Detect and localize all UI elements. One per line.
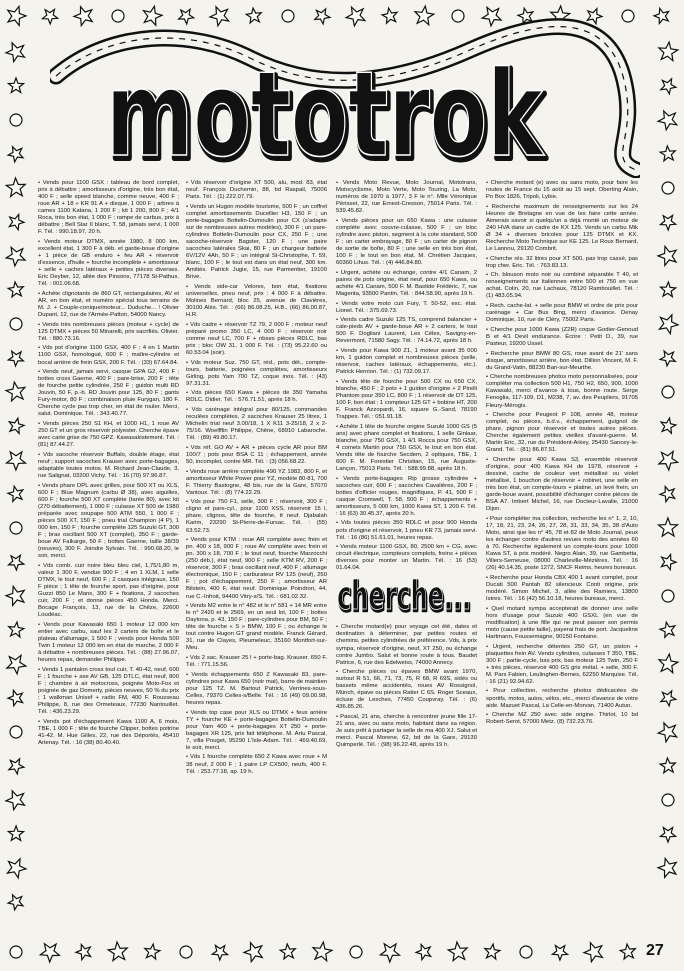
classified-ad: • Vds pour 750 F1, selle, 300 F ; réservoir, 300 F ; cligno et pare-cyl., pour 1100 XSS, réservoir 15 l, phare, clignos, tête de fourche, tt neuf. Djabalah Karim, 23290 St-Pierre-de-Fursac. Tél. : (55) 63.52.73. bbox=[186, 499, 327, 534]
section-title-logo bbox=[50, 18, 640, 178]
border-star-icon bbox=[244, 943, 262, 962]
border-star-icon bbox=[9, 215, 24, 230]
classified-ad: • Recherche pour Honda CBX 400 1 avant complet, pour Ducati 500 Pantah 82 silencieux Conti origine, prix modéré. Simon Michel, 3, allée des Ramiers, 13800 Istres. Tél. : 16 (42) 56.10.18, heures bureaux, merci. bbox=[486, 574, 638, 603]
ad-column-2 bbox=[186, 180, 327, 778]
classified-ad: • Vends pot d'échappement Kawa 1100 A, 6 mois, TBE, 1 000 F ; tête de fourche Clipper, bottes poitrine 41-42. M. Hue Gilles, 22, rue des Déportés, 45410 Artenay. Tél. : 16 (38) 80.40.40. bbox=[38, 718, 179, 746]
border-star-icon bbox=[9, 759, 24, 774]
border-flower-icon bbox=[10, 522, 22, 534]
border-star-icon bbox=[658, 858, 676, 877]
border-flower-icon bbox=[662, 590, 674, 602]
page-number: 27 bbox=[646, 942, 664, 959]
border-star-icon bbox=[661, 555, 676, 570]
classified-ad: • Urgent, achète ou échange, contre 4/1 Canam, 2 paires de pots origine, état neuf, pour 650 Kawa, ou achète 4/1 Canam, 500 F. M. Bastide Frédéric, 7, rue Magenta, 93500 Pantin. Tél. : 844.58.90, après 19 h. bbox=[336, 269, 477, 297]
classified-ad: • Recherche pour BMW 80 GS, roue avant de 21' sans disque, amortisseur arrière, bon état. Dillion Vincent, M. F. du Grand-Vatin, 88230 Ban-sur-Meurthe. bbox=[486, 350, 638, 371]
border-star-icon bbox=[660, 351, 675, 366]
classified-ad: • Vds carénage intégral pour 80/125, commandes reculées complètes, 2 sacoches Krauser 25 litres, 1 Michelin trial neuf 3.00/18, 1 X K11 3-25/18, 2 x 2-75/16. Woelfflin Philippe, Chêne, 68910 Labaroche. Tél. : (89) 49.80.17. bbox=[186, 406, 327, 442]
classified-ad: • Vds moteur Suz. 750 GT, réd., pots dét., compte-tours, batterie, poignées complètes, amortisseurs Girling, pots Yam 700 TZ, coque inox. Tél. : (43) 97.31.31. bbox=[186, 359, 327, 387]
classified-ad: • Vends roue arrière complète 490 YZ 1982, 800 F, et amortisseur White Power pour YZ, modèle 80-81, 700 F. Thierry Bastogne, 48 bis, rue de la Gare, 57070 Vantoux. Tél. : (8) 774.22.29. bbox=[186, 468, 327, 496]
classified-ad: • Vends échappements 650 Z Kawasaki 83, pare-cylindres pour Kawa 650 (noir mat), barre de maintien pour 125 TZ. M. Bartout Patrick, Verrines-sous-Celles, 79370 Celles-s/Belle. Tél. : 16 (49) 09.00.98, heures repas. bbox=[186, 671, 327, 706]
border-flower-icon bbox=[10, 114, 22, 126]
border-star-icon bbox=[8, 78, 23, 93]
ad-list bbox=[486, 180, 638, 726]
border-star-icon bbox=[659, 451, 678, 470]
section-title: mototrok bbox=[108, 48, 547, 178]
border-flower-icon bbox=[350, 946, 362, 958]
border-star-icon bbox=[8, 826, 23, 841]
border-star-icon bbox=[660, 758, 675, 773]
border-star-icon bbox=[9, 418, 24, 433]
classified-ad: • Vds cadre + réservoir TZ 79, 2 000 F ; moteur neuf préparé promo 350 LC, 4 000 F ; réservoir noir comme neuf LC, 700 F + nbses pièces RDLC, bas prix ; bloc OW 31, 1 000 F. Tél. : (73) 95.22.60 ou 60.53.04 (soir). bbox=[186, 321, 327, 356]
cherche-heading-text: cherche... bbox=[338, 578, 472, 619]
border-star-icon bbox=[661, 691, 676, 706]
classified-ad: • Vends 1 pantalon cross tout cuir, T. 40-42, neuf, 600 F ; 1 fourche + axe AV GB, 125 DTLC, état neuf, 800 F ; chambre à air motocross, poignée Moto-Fox et poignée de gaz Domerty, pièces neuves, 50 % du prix ; 1 walkman Unisef + radio FM, 400 F. Rousseau Philippe, 8, rue des Ormeteaux, 77230 Nantouillet. Tél. : 436.23.29. bbox=[38, 666, 179, 715]
border-star-icon bbox=[9, 622, 24, 637]
classified-ad: • Vds sacoche réservoir Buffalo, double étage, état neuf ; support sacoches Krauser avec porte-bagages, adaptable toutes motos. M. Richard Jean-Claude, 3, rue Salignat, 03200 Vichy. Tél. : 16 (70) 97.96.87. bbox=[38, 451, 179, 479]
border-star-icon bbox=[145, 944, 160, 959]
border-star-icon bbox=[8, 351, 23, 366]
classified-ad: • Vends tête de fourche pour 500 CX ou 650 CX, blanche, 450 F ; 2 pots + 1 guidon d'origine + 2 Pirelli Phantom pour 350 LC, 800 F ; 1 réservoir de DT 125, 100 F, bon état ; 1 compteur 125 GT + bobine HT, 200 F. Franck Azzopardi, 16, square G.-Sand, 78190 Trappes. Tél. : 051.91.18. bbox=[336, 378, 477, 421]
classified-ad: • Vends side-car Velorex, bon état, fixations universelles, pneu neuf, prix : 4 000 F à débattre. Molines Bernard, bloc 25, avenue de Clavières, 30100 Alès. Tél. : (66) 86.08.25, H.B., (66) 86.00.87, H.R. bbox=[186, 283, 327, 319]
border-star-icon bbox=[660, 146, 675, 161]
ad-list bbox=[38, 180, 179, 747]
classified-ad: • Ch. blouson moto noir ou combiné séparable T 40, et renseignements sur italiennes entre 500 et 750 en vue achat. Colin, 20, rue Lachaux, 78120 Rambouillet. Tél. : (1) 483.05.94. bbox=[486, 272, 638, 300]
border-flower-icon bbox=[662, 794, 674, 806]
classified-ad: • Vds 1 fourche complète 650 Z Kawa avec roue + M 38 neuf, 2 000 F ; 1 paire LP CX500, neufs, 400 F. Tél. : 253.77.18, ap. 19 h. bbox=[186, 754, 327, 775]
classified-ad: • Vends porte-bagages Rip grosse cylindrée + sacoches cuir, 600 F ; sacoches Cavalières, 200 F ; bottes d'officier rouges, magnifiques, P. 41, 500 F ; casque Cromwell, T. 58, 500 F ; échappements + amortisseurs, 5 000 km, 1000 Kawa ST, 1 200 F. Tél. : 16 (63) 30.45.37, après 20 h. bbox=[336, 475, 477, 517]
border-star-icon bbox=[76, 945, 91, 960]
classified-ad: • Vends pour 1100 GSX : tableau de bord complet, prix à débattre ; amortisseurs d'origine, très bon état, 400 F ; selle speed blanche, comme neuve, 400 F ; roue AR + 18 » KR 91 A + disque, 1 000 F ; arbres à cames 1100 Katana, 1 200 F ; kit 1 200, 800 F ; 4/1 Roca, très bon état, 1 000 F ; rampe de carbus, prix à débattre ; Bell Star II blanc, T. 58, jamais servi, 1 000 F. Tél. : 990.18.97, 20 h. bbox=[38, 180, 179, 236]
classified-ad: • Vends pour Kawa 900 Z1, 1 moteur avant 35 000 km, 1 guidon complet et nombreuses pièces (selle, réservoir, caches latéraux, échappements, etc.). Patrick Henrion. Tél. : (1) 732.09.17. bbox=[336, 348, 477, 376]
ad-column-1 bbox=[38, 180, 179, 749]
classified-ad: • Vends votre moto cuir Fury, T. 50-52, exc. état. Lionel. Tél. : 375.69.73. bbox=[336, 300, 477, 314]
classified-ad: • Achète clignotants de 860 GT, rectangulaires, AV et AR, en bon état, et numéro spécial tous terrains de M. J. + Couple-conique/moteur... Duduche... ! Olivier Dupant, 12, rue de l'Armée-Patton, 54000 Nancy. bbox=[38, 290, 179, 319]
border-star-icon bbox=[659, 315, 678, 334]
border-star-icon bbox=[659, 654, 678, 673]
ad-list-cherche bbox=[336, 624, 477, 749]
border-star-icon bbox=[620, 944, 635, 959]
classified-ad: • Vends Moto Revue, Moto Journal, Mototrans, Motocyclisme, Moto Verte, Moto Touring, La Moto, numéros de 1970 à 1977, 3 F le n°. Mlle Véronique Périsset, 22, rue Ernest-Cresson, 75014 Paris. Tél. : 539.45.82. bbox=[336, 180, 477, 215]
section-title-highlight: mototrok bbox=[106, 45, 545, 178]
border-star-icon bbox=[658, 111, 677, 130]
classified-ad: • Vends phare DPL avec grilles, pour 500 XT ou XLS, 600 F ; Blue Magnum (carbu Ø 38), avec aiguilles, 600 F ; fourche 500 XT complète (tarée 80), avec kit (270 débattement), 1 000 F ; culasse XT 500 de 1980 préparée avec soupape 500 ATM 550, 1 000 F ; pièces 500 XT, 150 F ; pneu trial Champion (4 P), 1 000 km, 150 F ; fourche complète 125 Suzuki GT, 300 F ; bras oscillant 500 XT (complet), 350 F ; garde-boue AV Falkarge, 50 F ; bottes Gaerne, taille 38/39 (neuves), 300 F. Joindre Sylvain. Tél. : 990.68.20, le soir, merci. bbox=[38, 482, 179, 560]
classified-ad: • Vends pièces pour un 650 Kawa : une culasse complète avec couvre-culasse, 500 F ; un bloc cylindre avec piston, segment à la cote standard, 500 F ; un carter embrayage, 80 F ; un carter de pignon de sortie de boîte, 80 F ; une selle en très bon état, 100 F ; le tout en bon état. M. Chrétien Jacques, 60360 Lihus. Tél. : (4) 446.84.80. bbox=[336, 217, 477, 267]
border-star-icon bbox=[660, 828, 675, 843]
classified-ad: • Vds pot d'origine 1100 GSX, 400 F ; 4 en 1 Martin 1100 GSX, homologué, 600 F ; maître-cylindre et bocal arrière de frein GSX, 200 F. Tél. : (33) 67.64.84. bbox=[38, 345, 179, 366]
cherche-heading bbox=[336, 578, 477, 618]
classified-ad: • Pour collection, recherche photos dédicacées de sportifs, motos, autos, vélos, etc., merci d'avance de votre aide. Mazuet Pascal, La Celle-en-Morvan, 71400 Autun. bbox=[486, 688, 638, 709]
classified-ad: • Vends pour Kawasaki 650 1 moteur 12 000 km entier avec carbu, sauf les 2 carters de boîte et le plateau d'allumage, 1 500 F ; vends pour Honda 500 Twin 1 moteur 12 000 km en état de marche, 2 000 F à débattre + nombreuses pièces. Tél. : (88) 27.96.07, heures repas, demander Philippe. bbox=[38, 621, 179, 663]
border-star-icon bbox=[416, 945, 431, 960]
border-star-icon bbox=[6, 791, 25, 810]
classified-ad: • Cherche pour 1000 Kawa (Z2R) coque Godier-Genoud B et 4/1 Devil endurance. Écrire : Petit D., 39, rue Pasteur, 19200 Ussel. bbox=[486, 326, 638, 347]
classified-ad: • Cherche nombreuses photos moto personnalisées, pour compléter ma collection 500 H1, 750 H2, 650, 900, 1000 Kawasaki, merci d'avance à tous, bonne route. Serge Fenoglia, 117-109, D1, M238, 7, av. des Peupliers, 91705 Fleury-Mérogis. bbox=[486, 374, 638, 409]
border-flower-icon bbox=[662, 386, 674, 398]
classified-ad: • Pour compléter ma collection, recherche les n° 1, 2, 10, 17, 18, 21, 23, 24, 26, 27, 28, 31, 33, 34, 35, 38 d'Auto Moto, ainsi que les n° 45, 78 et 82 de Moto Journal, peux les échanger contre d'autres revues moto des années 60 à 70. Recherche également un compte-tours pour 1000 Kawa ST, à prix modéré. Negro Alain, 39, rue Gambetta, Villers-Semeuse, 08000 Charleville-Mézières. Tél. : 16 (26) 40.14.35, poste 1272, SNCF Reims, heures bureaux. bbox=[486, 516, 638, 572]
border-star-icon bbox=[212, 945, 227, 960]
classified-ad: • Vds réservoir d'origine XT 500, alu, mod. 83, état neuf. François Duchemin, 88, bd Raspail, 75006 Paris. Tél. : (1) 222.07.79. bbox=[186, 180, 327, 201]
classified-ad: • Cherche motard(e) pour voyage cet été, dates et destination à déterminer, par petites routes et chemins, petites cylindrées de préférence. Vds, à prix sympa, réservoir d'origine, neuf, XT 250, ou échange contre Jumbo. Salut et bonne route à tous. Baudet Patrice, 6, rue des Edelweiss, 74000 Annecy. bbox=[336, 624, 477, 666]
classified-ad: • Cherche MZ 250 avec side origine. Thirlot, 10 bd Robert-Serot, 57000 Metz. (8) 732.23.76. bbox=[486, 712, 638, 726]
classified-ad: • Vds toutes pièces 350 RDLC et pour 900 Honda pots d'origine et réservoir, 1 pneu KR 73, jamais servi. Tél. : 16 (86) 51.61.01, heures repas. bbox=[336, 520, 477, 541]
border-star-icon bbox=[552, 946, 567, 961]
border-flower-icon bbox=[520, 946, 532, 958]
classified-ad: • Pascal, 21 ans, cherche à rencontrer jeune fille 17-21 ans, avec ou sans moto, habitant dans sa région. Je suis prêt à partager la selle de ma 400 XJ. Salut et merci. Pascal Morene, 62, bd de la Gare, 29130 Quimperlé. Tél. : (98) 96.22.48, après 19 h. bbox=[336, 714, 477, 749]
classified-ad: • Vds comb. cuir noire bleu bleu ciel, 1,75/1,80 m, valeur 1 300 F, vendue 900 F ; 4 en 1 XLM, 1 selle DTMX, le tout neuf, 600 F ; 2 casques intégraux, 150 F pièce ; 1 tête de fourche sport, pas d'origine, pour Guzzi 850 Le Mans, 300 F + fixations, 2 sacoches cuir, 200 F ; et donne pièces 450 Honda. Merci. Bocage François, 13, rue de la Chêze, 22600 Loudéac. bbox=[38, 562, 179, 619]
classified-ad: • Vds réf. GO AV + AR + pièces cycle AR pour BM 100/7 ; pots pour BSA C 11 ; échappement, année 50, incomplet, contre MR. Tél. : (3) 056.68.22. bbox=[186, 444, 327, 465]
border-star-icon bbox=[6, 43, 25, 62]
border-star-icon bbox=[8, 895, 23, 910]
classified-ad: • Urgent, recherche détentes 250 GT, un piston + plaquettes frein AV. Vends cylindres, culasses T 350, TBE, 300 F ; partie-cycle, bas prix, bas moteur 125 Twin, 250 F + très pièces, réservoir 400 GS gris métal. + selle, 300 F. M. Pars Fabien, Leulinghen-Bernes, 62250 Marquise. Tél. : 16 (21) 92.94.62. bbox=[486, 643, 638, 685]
classified-ad: • Vends moteur 1100 GSX, 80, 2500 km + CG, avec circuit électrique, compteurs complets, freins + pièces diverses pour monter un Martin. Tél. : 16 (53) 01.64.04. bbox=[336, 544, 477, 572]
classified-ad: • Vends très nombreuses pièces (moteur + cycle) de 125 DTMX + pièces 50 Minarelli, prix sacrifiés. Olivier. Tél. : 880.73.16. bbox=[38, 321, 179, 342]
border-star-icon bbox=[380, 944, 399, 962]
classified-ad: • Rech. cache-lat. + selle pour BMW et ordre de prix pour carénage + Car Bus Bing, merci d'avance. Denay Dominique, 10, rue de Cléry, 75002 Paris. bbox=[486, 303, 638, 324]
classified-ad: • Vends moteur DTMX, année 1980, 8 000 km, excellent état, 1 300 F à déb. et garde-boue d'origine + 1 pièce de GB enduro + feu AR + réservoir d'essence, d'huile + fourche incomplète + amortisseur + selle + caches latéraux + petites pièces diverses. Eric Deyber, 12, allée des Pinsons, 77178 St-Pathus. Tél. : 001.06.68. bbox=[38, 238, 179, 288]
border-star-icon bbox=[8, 690, 23, 705]
border-star-icon bbox=[6, 586, 24, 605]
border-star-icon bbox=[659, 518, 678, 536]
classified-ad: • Vends un Hugon modèle tourisme, 500 F ; un coffret complet amortissements Ducellier H3, 150 F ; un porte-bagages Bottelin-Dumoulin pour CX (s'adapte sur de nombreuses autres modèles), 300 F ; un pare-cylindres Bottelin-Dumoulin pour CX, 250 F ; une sacoche-réservoir Bagster, 120 F ; une paire sacoches latérales Skai, 80 F ; un chargeur batterie 6V/12V 4Ah, 50 F ; un intégral St-Christophe, T. 59, blanc, 100 F ; le tout est dans un état neuf, 300 km. Amitiés. Patrick Jugie, 15, rue Parmentier, 19100 Brive. bbox=[186, 203, 327, 281]
classified-ad: • Cherche rés. 32 litres pour XT 500, pas trop cassé, pas trop cher. Eric. Tél. : 763.83.13. bbox=[486, 255, 638, 269]
classified-ad: • Vends neuf, jamais servi, casque GPA G2, 400 F ; bottes cross Gaerne, 400 F ; pare-brise, 200 F ; tête de fourche petite cylindrée, 250 F ; guidon multi RD Jouvin, 50 F, p.-b. RD Jouvin pour 125, 80 F ; gants Fury-motor, 80 F ; combinaison pluie Furygan, 180 F. Cherche cycle pas trop cher, en état de rouler. Merci, salut. Dominique. Tél. : 343.40.77. bbox=[38, 369, 179, 418]
classified-ad: • Vends top case pour XLS ou DTMX + feux arrière TY + fourche KE + porte-bagages Bottelin-Dumoulin pour Yam 400 + porte-bagages XT 250 + porte-bagages XR 125, prix fait téléphone. M. Artu Pascal, 7, villa Pouget, 95290 L'Isle-Adam. Tél. : 469.40.69, le soir, merci. bbox=[186, 709, 327, 751]
border-flower-icon bbox=[10, 726, 22, 738]
classified-ad: • Cherche pour Peugeot P 108, année 48, moteur complet, ou pièces, b.d.v., échappement, guignol de phare, pignon pour réservoir et toutes autres pièces. Cherche également petites vieilles d'avant-guerre. M. Martin Eric, 32, rue du Président-Arkey, 25430 Sancey-le-Grand. Tél. : (81) 86.87.51. bbox=[486, 412, 638, 454]
border-star-icon bbox=[654, 8, 669, 23]
classified-ad: • Vends pièces 250 S1 KH, et 1000 H1, 1 roue AV 250 GT et un gros réservoir polyester. Cherche épave avec carte grise de 750 GPZ. Kawasakistement. Tél. : (81) 87.44.27. bbox=[38, 421, 179, 449]
classified-ad: • Vds pièces 650 Kawa + pièces de 350 Yamaha RDLC. Didier. Tél. : 576.71.51, après 18 h. bbox=[186, 390, 327, 404]
border-star-icon bbox=[661, 282, 676, 297]
classified-ad: • Cherche pièces ou épaves BMW avant 1970, surtout R 51, 66, 71, 73, 75, R 68, R 69S, sidés ou bassets même accidentés, roues AV Rossignol, Münch, épave ou pièces Ratier C 6S. Roger Sceaux, écluse de Lesches, 77450 Coupvray. Tél. : (6) 436.85.26. bbox=[336, 669, 477, 711]
classified-ad: • Vends M2 entre le n° 482 et le n° 581 + 14 MR entre le n° 2420 et le 2569, en un seul lot, 100 F ; bottes Daytona, p. 43, 150 F ; pare-cylindres pour BM, 50 F ; tête de fourche « S » BMW, 100 F ; ou échange le tout contre Hugon GT grand modèle. Franck Gérard, 31, rue de Clayes, Pleumeleuc, 35160 Montfort-sur-Meu. bbox=[186, 603, 327, 652]
border-star-icon bbox=[661, 418, 676, 433]
border-star-icon bbox=[9, 555, 24, 570]
border-star-icon bbox=[8, 147, 23, 162]
cherche-heading-highlight: cherche... bbox=[337, 578, 471, 619]
border-star-icon bbox=[661, 79, 676, 94]
border-star-icon bbox=[659, 42, 678, 61]
classified-ad: • Achète 1 tête de fourche origine Suzuki 1000 GS (5 ans) avec phare complet et fixations, 1 selle Ginlaar, blanche, pour 750 GSX, 1 4/1 Rocca pour 750 GSX, 4 comets Martin pour 750 GSX, le tout en bon état. Vends tête de fourche Secdem, 2 optiques, TBE, 1 600 F. M. Forestier Christian, 15, rue Auguste-Lançon, 75013 Paris. Tél. : 588.99.88, après 18 h. bbox=[336, 423, 477, 472]
classified-ad: • Vds 2 sac. Krauser 25 l + porte-bag. Krauser. 650 F. Tél. : 771.15.56. bbox=[186, 655, 327, 669]
classified-ad: • Vends cadre Suzuki 125 TS, comprend balancier + cale-pieds AV + garde-boue AR + 2 carters, le tout 500 F. Dogliani Laurent, Les Céles, Savigny-en-Revermont, 71580 Sagy. Tél. : 74.14.72, après 18 h. bbox=[336, 317, 477, 345]
border-star-icon bbox=[658, 723, 677, 742]
border-star-icon bbox=[660, 622, 675, 637]
classified-ad: • Quel motard sympa accepterait de donner une selle hors d'usage pour Suzuki 400 GSXL (en vue de modification) à une fille qui ne peut passer son permis moto (cause petite taille), payerai frais de port. Jacqueline Hartmann, Foussemagne, 90150 Fontaine. bbox=[486, 605, 638, 640]
border-star-icon bbox=[313, 942, 332, 961]
border-star-icon bbox=[7, 452, 26, 470]
border-star-icon bbox=[40, 944, 59, 962]
border-star-icon bbox=[658, 246, 676, 265]
border-star-icon bbox=[6, 247, 25, 266]
classified-ad: • Cherche motard (e) avec ou sans moto, pour faire les routes de France du 15 août au 15 sept. Oberting Alain, Po Box 1826, Tripoli, Lybie. bbox=[486, 180, 638, 201]
border-flower-icon bbox=[662, 182, 674, 194]
border-star-icon bbox=[108, 942, 127, 961]
border-star-icon bbox=[6, 178, 25, 196]
border-flower-icon bbox=[10, 318, 22, 330]
border-star-icon bbox=[660, 487, 675, 502]
border-star-icon bbox=[660, 215, 675, 230]
border-star-icon bbox=[280, 944, 295, 959]
ad-column-4 bbox=[486, 180, 638, 729]
border-star-icon bbox=[8, 6, 26, 25]
classified-ad: • Recherche maximum de renseignements sur les 24 Heures de Bretagne en vue de les faire cette année. Aimerais savoir si quelqu'un a déjà monté un moteur de 240 HVA dans un cadre de KX 125. Vends un carbu Mik Ø 34 + diverses bricoles pour 125 DTMX et KX. Recherche Moto Technique sur KE 125. Le Roux Bernard, Le Lannou, 29120 Combrit. bbox=[486, 203, 638, 253]
border-star-icon bbox=[485, 944, 500, 959]
border-star-icon bbox=[7, 655, 26, 674]
border-star-icon bbox=[8, 486, 23, 501]
border-star-icon bbox=[6, 382, 25, 401]
classified-ad: • Vends pour KTM : roue AR complète avec frein et pn. 400 x 18, 900 F ; roue AV complète avec frein et pn. 300 x 18, 700 F ; le tout neuf, fourche Marzocchi (250 déb.), état neuf, 900 F ; selle KTM RV, 200 F ; réservoir, 300 F ; bras oscillant neuf, 400 F ; allumage électronique, 150 F ; carburateur RV 125 (neuf), 250 F ; pot d'échappement, 250 F ; amortisseur AR Bilstein, 400 F, état neuf. Dominique Poindron, 44, rue C.-Infroit, 94400 Vitry-s/S. Tél. : 681.02.32. bbox=[186, 537, 327, 600]
border-flower-icon bbox=[10, 946, 22, 958]
border-star-icon bbox=[584, 943, 602, 962]
border-star-icon bbox=[448, 942, 467, 961]
border-star-icon bbox=[8, 282, 23, 297]
border-flower-icon bbox=[180, 946, 192, 958]
ad-column-3 bbox=[336, 180, 477, 752]
border-star-icon bbox=[7, 859, 26, 878]
ad-list bbox=[186, 180, 327, 776]
ad-list bbox=[336, 180, 477, 572]
classified-ad: • Cherche pour 400 Kawa S3, ensemble réservoir d'origine, pour 400 Kawa KH de 1978, réservoir + dessiné, cache de couleur vert métallisé ou violet métallisé, 1 bouchon de réservoir + robinet, une selle en très bon état, un compte-tours + platine, un levé frein, un garde-boue avant, possibilité d'échanger contre pièces de BSA A7. Imbert Michel, 16, rue Docteur-Lavalle, 21000 Dijon. bbox=[486, 457, 638, 513]
section-header bbox=[50, 18, 640, 178]
